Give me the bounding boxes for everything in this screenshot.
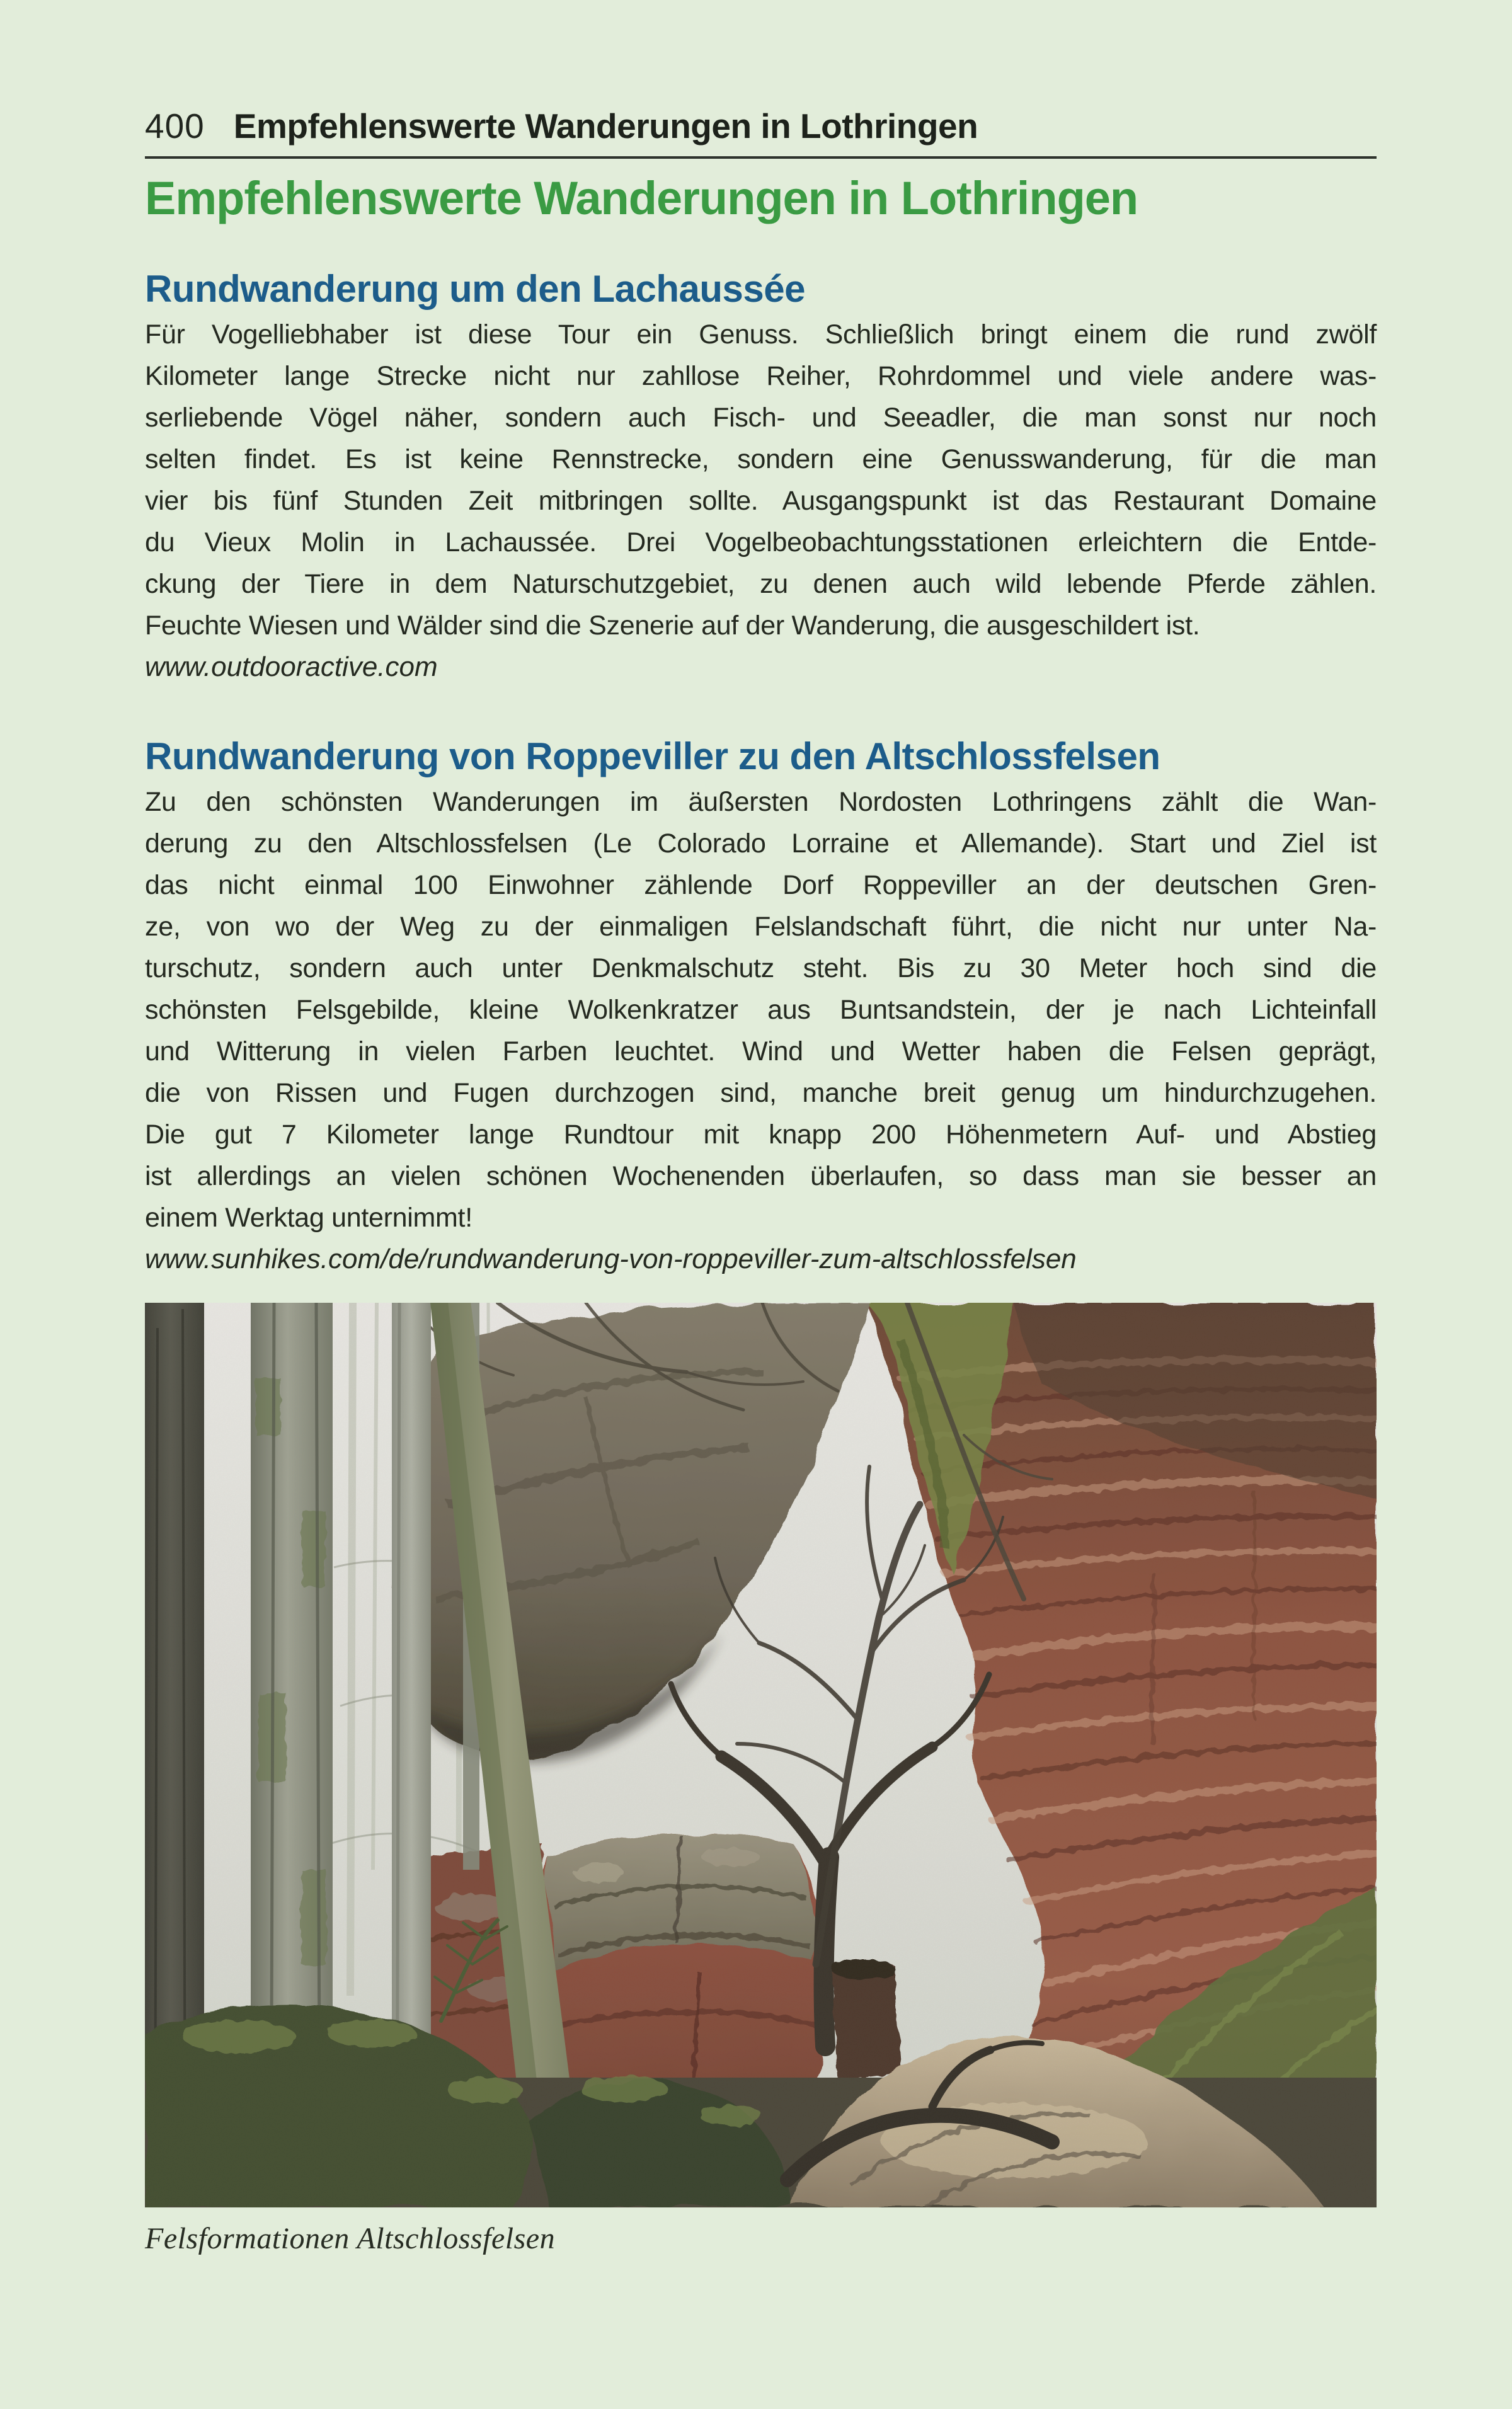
body-paragraph-roppeviller xyxy=(145,781,1377,1239)
url-sunhikes: www.sunhikes.com/de/rundwanderung-von-roppeviller-zum-altschlossfelsen xyxy=(145,1244,1077,1274)
photo-caption: Felsformationen Altschlossfelsen xyxy=(145,2222,556,2255)
body-line: und Witterung in vielen Farben leuchtet. Wind und Wetter haben die Felsen geprägt, xyxy=(145,1036,1377,1067)
section-heading-roppeviller: Rundwanderung von Roppeviller zu den Altschlossfelsen xyxy=(145,735,1160,777)
body-line: derung zu den Altschlossfelsen (Le Colorado Lorraine et Allemande). Start und Ziel ist xyxy=(145,828,1377,859)
body-line: Für Vogelliebhaber ist diese Tour ein Genuss. Schließlich bringt einem die rund zwölf xyxy=(145,319,1377,350)
altschlossfelsen-photo xyxy=(145,1303,1377,2207)
body-line: Die gut 7 Kilometer lange Rundtour mit knapp 200 Höhenmetern Auf- und Abstieg xyxy=(145,1119,1377,1150)
body-line: das nicht einmal 100 Einwohner zählende Dorf Roppeviller an der deutschen Gren- xyxy=(145,870,1377,900)
section-heading-lachaussee: Rundwanderung um den Lachaussée xyxy=(145,268,806,310)
body-line: einem Werktag unternimmt! xyxy=(145,1203,472,1233)
url-outdooractive: www.outdooractive.com xyxy=(145,651,438,682)
header-rule xyxy=(145,156,1377,159)
running-title: Empfehlenswerte Wanderungen in Lothringen xyxy=(233,106,978,146)
page-title: Empfehlenswerte Wanderungen in Lothringen xyxy=(145,172,1138,224)
body-line: Zu den schönsten Wanderungen im äußersten Nordosten Lothringens zählt die Wan- xyxy=(145,787,1377,817)
body-paragraph-lachaussee xyxy=(145,314,1377,646)
body-line: turschutz, sondern auch unter Denkmalschutz steht. Bis zu 30 Meter hoch sind die xyxy=(145,953,1377,983)
body-line: schönsten Felsgebilde, kleine Wolkenkratzer aus Buntsandstein, der je nach Lichteinfall xyxy=(145,995,1377,1025)
body-line: Kilometer lange Strecke nicht nur zahllose Reiher, Rohrdommel und viele andere was- xyxy=(145,361,1377,391)
body-line: du Vieux Molin in Lachaussée. Drei Vogelbeobachtungsstationen erleichtern die Entde- xyxy=(145,527,1377,558)
body-line: ckung der Tiere in dem Naturschutzgebiet, zu denen auch wild lebende Pferde zählen. xyxy=(145,569,1377,599)
photo-figure xyxy=(145,1303,1377,2207)
body-line: die von Rissen und Fugen durchzogen sind, manche breit genug um hindurchzugehen. xyxy=(145,1078,1377,1108)
page-header xyxy=(145,106,1377,146)
body-line: ist allerdings an vielen schönen Wochenenden überlaufen, so dass man sie besser an xyxy=(145,1161,1377,1191)
body-line: Feuchte Wiesen und Wälder sind die Szenerie auf der Wanderung, die ausgeschildert ist. xyxy=(145,610,1200,641)
body-line: ze, von wo der Weg zu der einmaligen Felslandschaft führt, die nicht nur unter Na- xyxy=(145,912,1377,942)
page-number: 400 xyxy=(145,106,205,146)
body-line: serliebende Vögel näher, sondern auch Fisch- und Seeadler, die man sonst nur noch xyxy=(145,403,1377,433)
body-line: selten findet. Es ist keine Rennstrecke, sondern eine Genusswanderung, für die man xyxy=(145,444,1377,474)
body-line: vier bis fünf Stunden Zeit mitbringen sollte. Ausgangspunkt ist das Restaurant Domaine xyxy=(145,486,1377,516)
